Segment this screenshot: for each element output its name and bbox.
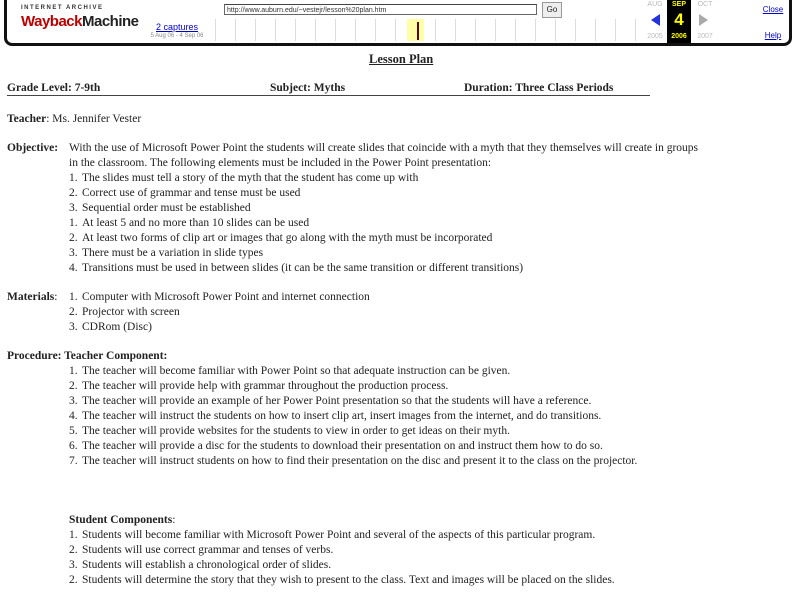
url-input[interactable]: http://www.auburn.edu/~vestejr/lesson%20plan.htm [224,4,537,15]
captures-range: 5 Aug 06 - 4 Sep 06 [150,33,204,39]
objective-label: Objective: [7,142,59,154]
sparkline-tick [215,19,216,41]
arrow-right-icon [699,14,708,26]
sparkline-tick [255,19,256,41]
list-item: 2. Correct use of grammar and tense must be used [69,187,301,199]
list-item: 3. CDRom (Disc) [69,321,152,333]
list-item: 1. Computer with Microsoft Power Point and internet connection [69,291,370,303]
page-title: Lesson Plan [369,52,434,66]
sparkline-tick [395,19,396,41]
objective-section [7,141,699,274]
list-item: 2. Students will determine the story that they wish to present to the class. Text and images will be placed on the slides. [69,574,615,586]
prev-capture[interactable] [643,0,667,43]
arrow-left-icon[interactable] [651,14,660,26]
list-item: 6. The teacher will provide a disc for the students to download their presentation on and instruct them how to do so. [69,440,603,452]
list-item: 3. There must be a variation in slide types [69,247,264,259]
objective-text: With the use of Microsoft Power Point the students will create slides that coincide with a myth that they themselves will create in groups in the classroom. The following elements must be included in the Power Point presentation: [69,142,699,169]
current-month-highlight [407,19,424,41]
captures-link[interactable]: 2 captures [155,22,199,32]
list-item: 2. Projector with screen [69,306,180,318]
teacher-component-list [69,364,654,469]
sparkline-tick [315,19,316,41]
list-item: 2. Students will use correct grammar and tenses of verbs. [69,544,334,556]
logo-internet-archive: INTERNET ARCHIVE [21,5,104,11]
materials-section: Materials: 1. Computer with Microsoft Power Point and internet connection 2. Projector with screen 3. CDRom (Disc) [7,290,57,305]
sparkline-tick [555,19,556,41]
sparkline-tick [515,19,516,41]
subject: Subject: Myths [270,82,346,94]
current-month: SEP [671,1,686,8]
teacher-line [7,112,141,127]
capture-sparkline[interactable] [215,19,640,41]
procedure-label: Procedure [7,350,58,362]
duration: Duration: Three Class Periods [464,82,614,94]
next-capture [693,0,717,43]
sparkline-tick [535,19,536,41]
list-item: 4. The teacher will instruct the students on how to insert clip art, insert images from the internet, and do transitions. [69,410,602,422]
help-link[interactable]: Help [764,31,782,40]
list-item: 5. The teacher will provide websites for the students to view in order to get ideas on their myth. [69,425,510,437]
sparkline-tick [375,19,376,41]
sparkline-tick [295,19,296,41]
prev-year: 2005 [647,33,663,40]
sparkline-tick [455,19,456,41]
date-navigator [643,0,723,43]
meta-row [7,81,650,96]
next-month: OCT [697,1,713,8]
sparkline-tick [595,19,596,41]
sparkline-tick [275,19,276,41]
logo-wayback: Wayback [21,13,82,30]
sparkline-tick [435,19,436,41]
list-item: 2. At least two forms of clip art or images that go along with the myth must be incorporated [69,232,493,244]
sparkline-tick [495,19,496,41]
sparkline-tick [615,19,616,41]
sparkline-tick [355,19,356,41]
sparkline-tick [635,19,636,41]
list-item: 4. Transitions must be used in between slides (it can be the same transition or different transitions) [69,262,524,274]
list-item: 7. The teacher will instruct students on how to find their presentation on the disc and present it to the class on the projector. [69,455,638,467]
close-link[interactable]: Close [762,5,784,14]
sparkline-tick [335,19,336,41]
wayback-logo[interactable] [21,5,139,41]
prev-month: AUG [647,1,663,8]
list-item: 2. The teacher will provide help with grammar throughout the production process. [69,380,449,392]
materials-list [69,290,469,335]
teacher-value: : Ms. Jennifer Vester [46,113,142,125]
list-item: 1. The slides must tell a story of the myth that the student has come up with [69,172,419,184]
sparkline-tick [475,19,476,41]
list-item: 1. At least 5 and no more than 10 slides can be used [69,217,310,229]
current-capture [667,0,691,43]
logo-machine: Machine [81,13,139,30]
student-components-list [69,528,652,588]
procedure-section [7,349,707,586]
materials-label: Materials [7,291,55,303]
wayback-toolbar [4,0,792,46]
list-item: 3. The teacher will provide an example of her Power Point presentation so that the students will have a reference. [69,395,592,407]
current-day: 4 [674,10,684,29]
capture-marker[interactable] [417,22,419,40]
list-item: 3. Students will establish a chronological order of slides. [69,559,332,571]
go-button[interactable]: Go [542,2,562,18]
captures-info [139,22,215,39]
objective-list [69,171,709,276]
next-year: 2007 [697,33,713,40]
teacher-label: Teacher [7,113,47,125]
grade-level: Grade Level: 7-9th [7,82,101,94]
teacher-component-heading: : Teacher Component: [57,350,168,362]
student-components-heading: Student Components: [69,514,176,526]
list-item: 1. Students will become familiar with Microsoft Power Point and several of the aspects of this particular program. [69,529,596,541]
sparkline-tick [235,19,236,41]
current-year: 2006 [671,33,687,40]
list-item: 3. Sequential order must be established [69,202,251,214]
list-item: 1. The teacher will become familiar with Power Point so that adequate instruction can be given. [69,365,511,377]
sparkline-tick [575,19,576,41]
